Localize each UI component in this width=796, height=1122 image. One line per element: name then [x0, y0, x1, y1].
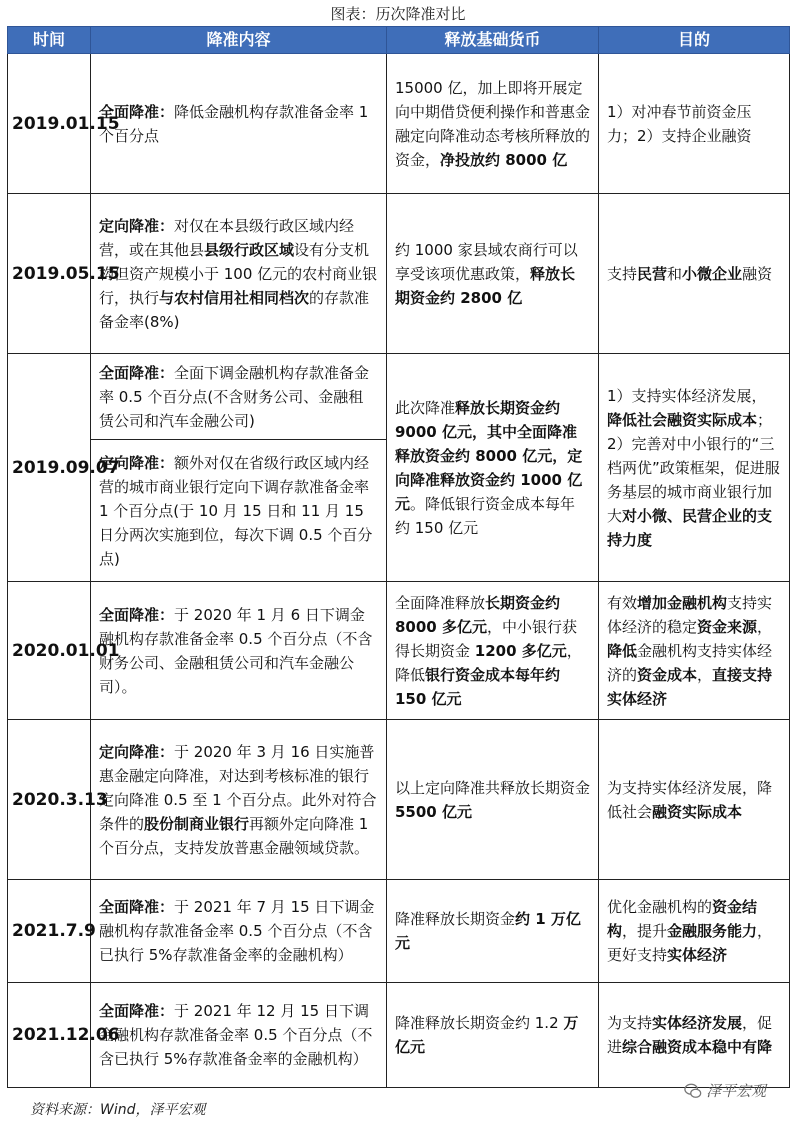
bold-text: 1200 多亿元	[474, 641, 567, 660]
bold-text: 释放长期资金约 9000 亿元，其中全面降准释放资金约 8000 亿元，定向降准释放资金约 1000 亿元	[395, 398, 583, 513]
purpose-cell	[599, 54, 790, 194]
content-cell	[91, 440, 387, 582]
bold-text: 股份制商业银行	[144, 814, 250, 833]
bold-text: 综合融资成本稳中有降	[622, 1038, 773, 1056]
text: 支持	[607, 264, 638, 283]
text: 于 2021 年 7 月 15 日下调金融机构存款准备金率 0.5 个百分点（不含已执行 5%存款准备金率的金融机构）	[99, 898, 375, 964]
text: 再额外定向降准 1 个百分点，支持发放普惠金融领域贷款。	[99, 814, 370, 857]
header-purpose: 目的	[599, 27, 790, 54]
bold-text: 全面降准：	[99, 1002, 175, 1020]
text: ，提升	[622, 922, 668, 940]
content-cell	[91, 354, 387, 440]
bold-text: 全面降准：	[99, 363, 175, 382]
purpose-cell	[599, 983, 790, 1088]
release-cell	[387, 582, 599, 720]
bold-text: 长期资金约 8000 多亿元	[395, 593, 561, 636]
table-row	[8, 880, 790, 983]
content-cell	[91, 880, 387, 983]
bold-text: 县级行政区域	[204, 240, 295, 259]
content-cell	[91, 983, 387, 1088]
text: ；2）完善对中小银行的“三档两优”政策框架，促进服务基层的城市商业银行加大	[607, 410, 780, 525]
bold-text: 约 1 万亿元	[395, 910, 581, 952]
text: 为支持实体经济发展，降低社会	[607, 778, 773, 821]
bold-text: 定向降准：	[99, 216, 175, 235]
text: 的存款准备金率(8%)	[99, 288, 370, 331]
purpose-cell	[599, 880, 790, 983]
bold-text: 全面降准：	[99, 898, 175, 916]
bold-text: 资金成本	[637, 665, 698, 684]
bold-text: 全面降准：	[99, 605, 175, 624]
bold-text: 5500 亿元	[395, 802, 472, 821]
text: 对仅在本县级行政区域内经营，或在其他县	[99, 216, 355, 259]
content-cell	[91, 194, 387, 354]
release-cell	[387, 983, 599, 1088]
bold-text: 实体经济	[667, 946, 728, 964]
wechat-icon	[684, 1082, 702, 1100]
text: ，中小银行获得长期资金	[395, 617, 577, 660]
bold-text: 民营	[637, 264, 668, 283]
bold-text: 小微企业	[682, 264, 743, 283]
bold-text: 资金来源	[697, 617, 758, 636]
date-cell: 2021.12.06	[8, 983, 91, 1088]
bold-text: 全面降准：	[99, 102, 175, 121]
release-cell	[387, 54, 599, 194]
bold-text: 净投放约 8000 亿	[440, 150, 568, 169]
date-cell: 2019.01.15	[8, 54, 91, 194]
bold-text: 金融服务能力	[667, 922, 758, 940]
text: 降准释放长期资金	[395, 910, 516, 928]
text: 约 1000 家县域农商行可以享受该项优惠政策，	[395, 240, 578, 283]
text: 15000 亿，加上即将开展定向中期借贷便利操作和普惠金融定向降准动态考核所释放的资金，	[395, 78, 591, 169]
text: 支持实体经济的稳定	[607, 593, 773, 636]
content-cell	[91, 582, 387, 720]
watermark-text: 泽平宏观	[705, 1082, 766, 1100]
text: 以上定向降准共释放长期资金	[395, 778, 591, 797]
bold-text: 降低社会融资实际成本	[607, 410, 758, 429]
table-body	[8, 54, 790, 1088]
date-cell: 2019.09.07	[8, 354, 91, 582]
text: 金融机构支持实体经济的	[607, 641, 773, 684]
bold-text: 增加金融机构	[637, 593, 728, 612]
content-cell	[91, 54, 387, 194]
header-release: 释放基础货币	[387, 27, 599, 54]
text: 于 2020 年 1 月 6 日下调金融机构存款准备金率 0.5 个百分点（不含财务公司、金融租赁公司和汽车金融公司）。	[99, 605, 373, 696]
table-row	[8, 194, 790, 354]
text: 此次降准	[395, 398, 456, 417]
header-date: 时间	[8, 27, 91, 54]
bold-text: 万亿元	[395, 1014, 579, 1056]
text: 全面下调金融机构存款准备金率 0.5 个百分点(不含财务公司、金融租赁公司和汽车金融公司)	[99, 363, 370, 430]
text: 。降低银行资金成本每年约 150 亿元	[395, 494, 576, 537]
text: 设有分支机构但资产规模小于 100 亿元的农村商业银行，执行	[99, 240, 378, 307]
text: 融资	[742, 264, 773, 283]
purpose-cell	[599, 582, 790, 720]
purpose-cell	[599, 354, 790, 582]
text: 降准释放长期资金约 1.2	[395, 1014, 564, 1032]
release-cell	[387, 354, 599, 582]
text: ，	[697, 665, 713, 684]
rrr-cut-table	[7, 26, 790, 1088]
text: 有效	[607, 593, 638, 612]
text: 1）对冲春节前资金压力；2）支持企业融资	[607, 102, 752, 145]
header-content: 降准内容	[91, 27, 387, 54]
bold-text: 定向降准：	[99, 742, 175, 761]
text: ，更好支持	[607, 922, 773, 964]
bold-text: 实体经济发展	[652, 1014, 743, 1032]
bold-text: 融资实际成本	[652, 802, 743, 821]
text: ，促进	[607, 1014, 773, 1056]
text: ，降低	[395, 641, 582, 684]
date-cell: 2020.01.01	[8, 582, 91, 720]
release-cell	[387, 880, 599, 983]
purpose-cell	[599, 194, 790, 354]
table-row	[8, 983, 790, 1088]
bold-text: 资金结构	[607, 898, 758, 940]
table-row	[8, 720, 790, 880]
table-caption: 图表：历次降准对比	[330, 5, 466, 23]
bold-text: 银行资金成本每年约 150 亿元	[395, 665, 561, 708]
text: 于 2020 年 3 月 16 日实施普惠金融定向降准，对达到考核标准的银行定向降准 0.5 至 1 个百分点。此外对符合条件的	[99, 742, 377, 833]
bold-text: 定向降准：	[99, 453, 175, 472]
text: 于 2021 年 12 月 15 日下调金融机构存款准备金率 0.5 个百分点（不含已执行 5%存款准备金率的金融机构）	[99, 1002, 373, 1068]
bold-text: 对小微、民营企业的支持力度	[607, 506, 773, 549]
source-note: 资料来源：Wind，泽平宏观	[30, 1102, 206, 1118]
bold-text: 释放长期资金约 2800 亿	[395, 264, 576, 307]
release-cell	[387, 194, 599, 354]
purpose-cell	[599, 720, 790, 880]
table-row	[8, 354, 790, 440]
text: 全面降准释放	[395, 593, 486, 612]
bold-text: 降低	[607, 641, 638, 660]
text: 1）支持实体经济发展，	[607, 386, 767, 405]
table-row	[8, 582, 790, 720]
date-cell: 2020.3.13	[8, 720, 91, 880]
text: 额外对仅在省级行政区域内经营的城市商业银行定向下调存款准备金率 1 个百分点(于 10 月 15 日和 11 月 15 日分两次实施到位，每次下调 0.5 个百分点)	[99, 453, 373, 568]
text: ，	[757, 617, 773, 636]
text: 降低金融机构存款准备金率 1 个百分点	[99, 102, 369, 145]
text: 为支持	[607, 1014, 653, 1032]
bold-text: 直接支持实体经济	[607, 665, 773, 708]
date-cell: 2019.05.15	[8, 194, 91, 354]
table-header-row	[8, 27, 790, 54]
text: 优化金融机构的	[607, 898, 713, 916]
text: 和	[667, 264, 683, 283]
content-cell	[91, 720, 387, 880]
table-row	[8, 54, 790, 194]
date-cell: 2021.7.9	[8, 880, 91, 983]
watermark	[684, 1080, 766, 1101]
release-cell	[387, 720, 599, 880]
bold-text: 与农村信用社相同档次	[159, 288, 310, 307]
